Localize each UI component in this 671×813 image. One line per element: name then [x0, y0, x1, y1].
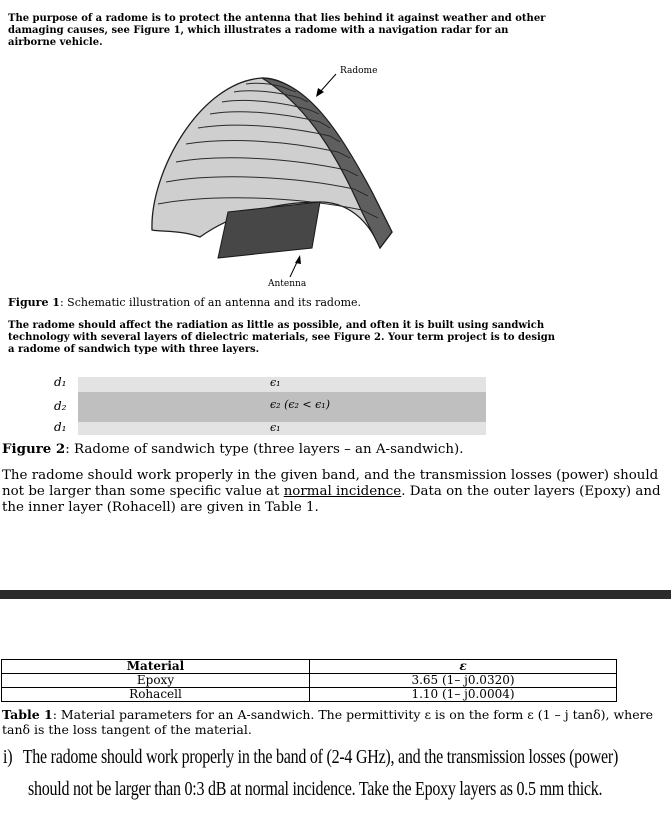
requirement-paragraph [2, 468, 662, 516]
requirement-underlined: normal incidence [283, 484, 402, 499]
layer-thickness-d1-bottom: d₁ [54, 420, 67, 434]
layer-permittivity-middle: ϵ₂ (ϵ₂ < ϵ₁) [270, 398, 331, 411]
layer-thickness-d1-top: d₁ [54, 375, 67, 389]
table-header-row [2, 660, 617, 674]
figure-2-caption-text: : Radome of sandwich type (three layers – an A-sandwich). [65, 442, 464, 457]
table-row [2, 688, 617, 702]
table-1-caption [2, 707, 662, 737]
question-marker: i) [3, 746, 13, 768]
figure-1-caption-text: : Schematic illustration of an antenna and its radome. [59, 296, 362, 309]
table-cell-material: Epoxy [2, 674, 310, 688]
table-cell-epsilon: 3.65 (1– j0.0320) [310, 674, 617, 688]
table-1-caption-label: Table 1 [2, 707, 53, 722]
outer-layer-bottom [78, 422, 486, 435]
layer-permittivity-top: ϵ₁ [270, 376, 281, 389]
figure-1-radome-illustration [140, 62, 400, 290]
intro-paragraph: The purpose of a radome is to protect the antenna that lies behind it against weather and other damaging causes, see Figure 1, which illustrates a radome with a navigation radar for an airborne vehicle. [8, 13, 546, 48]
outer-layer-top [78, 377, 486, 392]
radome-label: Radome [340, 66, 378, 76]
page-separator [0, 590, 671, 599]
question-line-1-text: The radome should work properly in the band of (2-4 GHz), and the transmission losses (power) [22, 746, 619, 768]
requirement-text-after: . Data on the outer layers (Epoxy) and the inner layer (Rohacell) are given in Table 1. [2, 484, 661, 515]
question-line-2: should not be larger than 0:3 dB at normal incidence. Take the Epoxy layers as 0.5 mm thick. [28, 778, 603, 800]
antenna-label: Antenna [268, 279, 307, 289]
requirement-text-before: The radome should work properly in the given band, and the transmission losses (power) should not be larger than some specific value at [2, 468, 659, 499]
layer-permittivity-bottom: ϵ₁ [270, 421, 281, 434]
figure-1-caption-label: Figure 1 [8, 296, 60, 309]
figure-1-caption [8, 296, 361, 309]
radome-diagram [140, 62, 400, 290]
table-1-caption-text: : Material parameters for an A-sandwich. The permittivity ε is on the form ε (1 – j tanδ), where tanδ is the loss tangent of the material. [2, 707, 653, 737]
figure-2-caption-label: Figure 2 [2, 441, 66, 457]
sandwich-paragraph: The radome should affect the radiation as little as possible, and often it is built using sandwich technology with several layers of dielectric materials, see Figure 2. Your term project is to design a radome of sandwich type with three layers. [8, 320, 556, 355]
table-header-material: Material [2, 660, 310, 674]
table-cell-epsilon: 1.10 (1– j0.0004) [310, 688, 617, 702]
layer-thickness-d2: d₂ [54, 399, 67, 413]
table-cell-material: Rohacell [2, 688, 310, 702]
question-line-1 [3, 746, 618, 769]
material-table [1, 659, 617, 702]
figure-2-sandwich-layers [48, 373, 493, 435]
figure-2-caption [2, 441, 662, 458]
table-header-epsilon: ε [310, 660, 617, 674]
table-row [2, 674, 617, 688]
